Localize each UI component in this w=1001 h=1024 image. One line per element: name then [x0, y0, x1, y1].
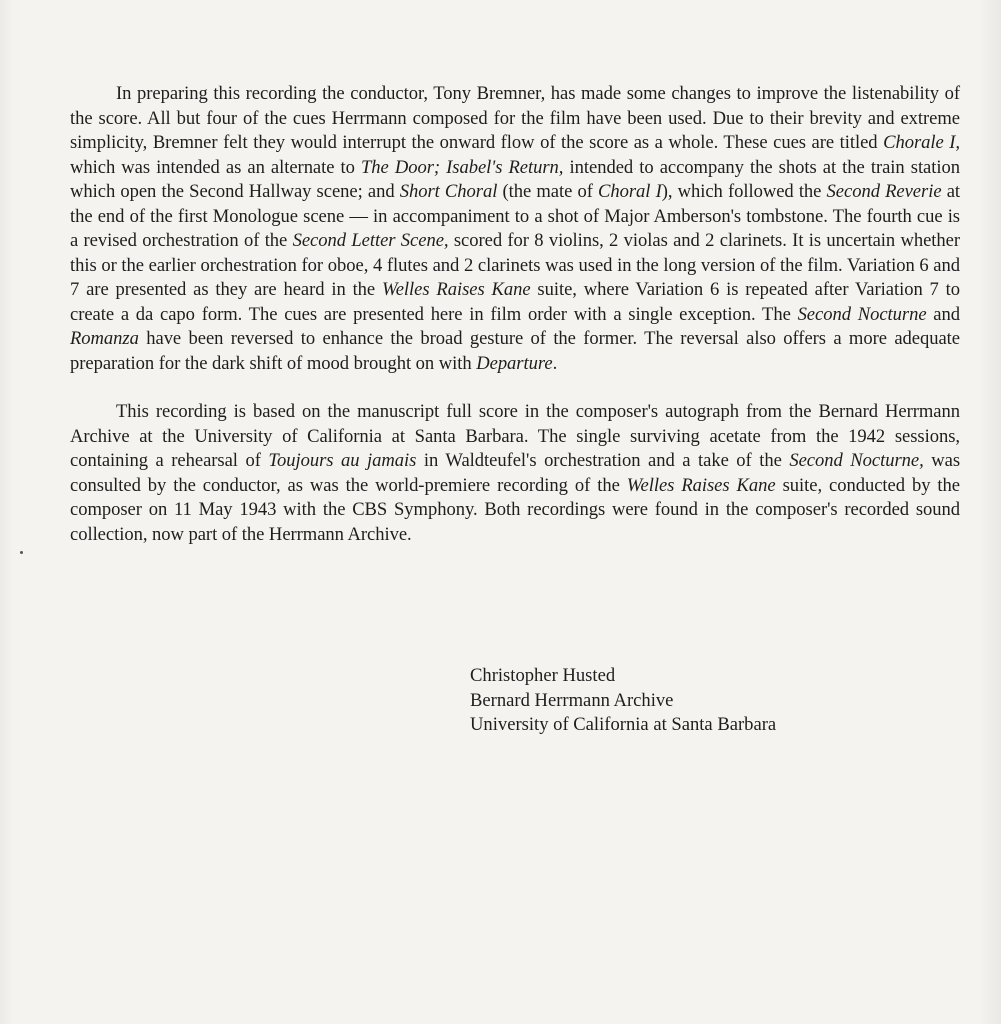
text-run: ), which followed the [661, 181, 827, 202]
italic-title: Chorale I, [883, 132, 961, 153]
text-run: scored for 8 violins, 2 violas and 2 clarinets. It is uncertain whether this or the earlier orchestration for oboe, 4 flutes and 2 clarinets was used in the long version of the film. Variation 6 and 7 are presented as they are heard in the [70, 230, 961, 300]
text-run: have been reversed to enhance the broad gesture of the former. The reversal also offers a more adequate preparation for the dark shift of mood brought on with [70, 328, 960, 374]
paragraph [70, 82, 960, 376]
text-run: was consulted by the conductor, as was the world-premiere recording of the [70, 450, 961, 496]
italic-title: Romanza [70, 328, 139, 349]
print-speck [20, 551, 23, 554]
signature-archive: Bernard Herrmann Archive [470, 689, 674, 711]
paragraph [70, 400, 960, 547]
italic-title: Welles Raises Kane [382, 279, 531, 300]
italic-title: Welles Raises Kane [626, 474, 776, 496]
text-run: suite, where Variation 6 is repeated after Variation 7 to create a da capo form. The cues are presented here in film order with a single exception. The [70, 279, 961, 325]
signature-name: Christopher Husted [470, 665, 616, 686]
italic-title: Second Nocturne, [789, 450, 924, 471]
text-run: . [552, 352, 558, 374]
italic-title: Short Choral [399, 181, 498, 202]
text-run: and [926, 303, 960, 325]
text-run: which was intended as an alternate to [70, 156, 362, 178]
signature-institution: University of California at Santa Barbara [470, 714, 777, 735]
italic-title: Second Reverie [826, 181, 942, 202]
italic-title: Departure [476, 352, 553, 374]
text-run: This recording is based on the manuscript full score in the composer's autograph from the Bernard Herrmann Archive at the University of California at Santa Barbara. The single surviving acetate from the 1942 sessions, containing a rehearsal of [70, 401, 960, 471]
text-run: in Waldteufel's orchestration and a take of the [416, 450, 790, 471]
body-text [70, 82, 960, 547]
italic-title: The Door; Isabel's Return, [361, 156, 564, 178]
italic-title: Choral I [598, 181, 662, 202]
text-run: In preparing this recording the conductor, Tony Bremner, has made some changes to improve the listenability of the score. All but four of the cues Herrmann composed for the film have been used. Due to their brevity and extreme simplicity, Bremner felt they would interrupt the onward flow of the score as a whole. These cues are titled [70, 83, 960, 153]
text-run: (the mate of [497, 181, 599, 202]
text-run: intended to accompany the shots at the train station which open the Second Hallway scene; and [70, 156, 960, 202]
italic-title: Toujours au jamais [268, 450, 417, 471]
italic-title: Second Nocturne [797, 303, 927, 325]
text-run: suite, conducted by the composer on 11 May 1943 with the CBS Symphony. Both recordings were found in the composer's recorded sound collection, now part of the Herrmann Archive. [70, 474, 960, 545]
signature-block [470, 664, 776, 738]
text-run: at the end of the first Monologue scene — in accompaniment to a shot of Major Amberson's tombstone. The fourth cue is a revised orchestration of the [70, 181, 961, 251]
italic-title: Second Letter Scene, [292, 230, 449, 251]
